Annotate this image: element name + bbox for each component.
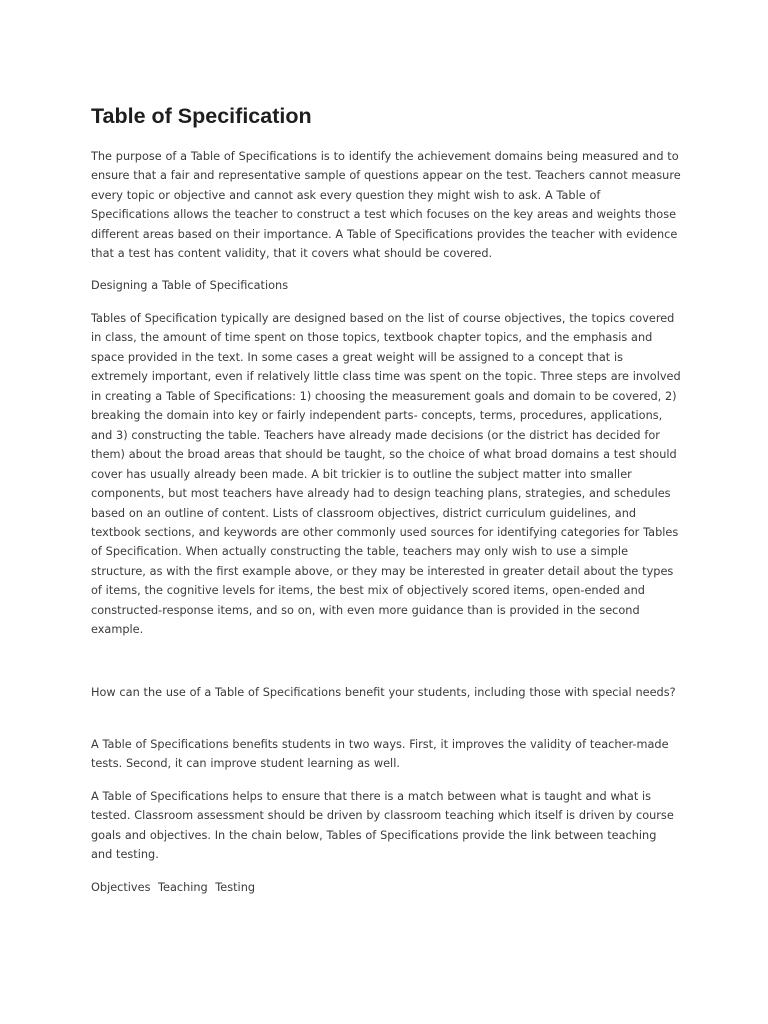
benefit-paragraph: A Table of Specifications benefits students in two ways. First, it improves the validity of teacher-made tests. Second, it can improve student learning as well. — [91, 738, 669, 771]
document-title: Table of Specification — [91, 104, 312, 128]
match-paragraph: A Table of Specifications helps to ensure that there is a match between what is taught and what is tested. Classroom assessment should be driven by classroom teaching which itself is driven by course goals and objectives. In the chain below, Tables of Specifications provide the link between teaching and testing. — [91, 790, 674, 862]
designing-paragraph: Tables of Specification typically are designed based on the list of course objectives, the topics covered in class, the amount of time spent on those topics, textbook chapter topics, and the emphasis and space provided in the text. In some cases a great weight will be assigned to a concept that is extremely important, even if relatively little class time was spent on the topic. Three steps are involved in creating a Table of Specifications: 1) choosing the measurement goals and domain to be covered, 2) breaking the domain into key or fairly independent parts- concepts, terms, procedures, applications, and 3) constructing the table. Teachers have already made decisions (or the district has decided for them) about the broad areas that should be taught, so the choice of what broad domains a test should cover has usually already been made. A bit trickier is to outline the subject matter into smaller components, but most teachers have already had to design teaching plans, strategies, and schedules based on an outline of content. Lists of classroom objectives, district curriculum guidelines, and textbook sections, and keywords are other commonly used sources for identifying categories for Tables of Specification. When actually constructing the table, teachers may only wish to use a simple structure, as with the first example above, or they may be interested in greater detail about the types of items, the cognitive levels for items, the best mix of objectively scored items, open-ended and constructed-response items, and so on, with even more guidance than is provided in the second example. — [91, 312, 681, 637]
chain-line: Objectives Teaching Testing — [91, 881, 256, 894]
intro-paragraph: The purpose of a Table of Specifications is to identify the achievement domains being measured and to ensure that a fair and representative sample of questions appear on the test. Teachers cannot measure every topic or objective and cannot ask every question they might wish to ask. A Table of Specifications allows the teacher to construct a test which focuses on the key areas and weights those different areas based on their importance. A Table of Specifications provides the teacher with evidence that a test has content validity, that it covers what should be covered. — [91, 150, 681, 261]
benefit-question: How can the use of a Table of Specifications benefit your students, including those with special needs? — [91, 686, 676, 699]
section-heading-designing: Designing a Table of Specifications — [91, 279, 289, 292]
